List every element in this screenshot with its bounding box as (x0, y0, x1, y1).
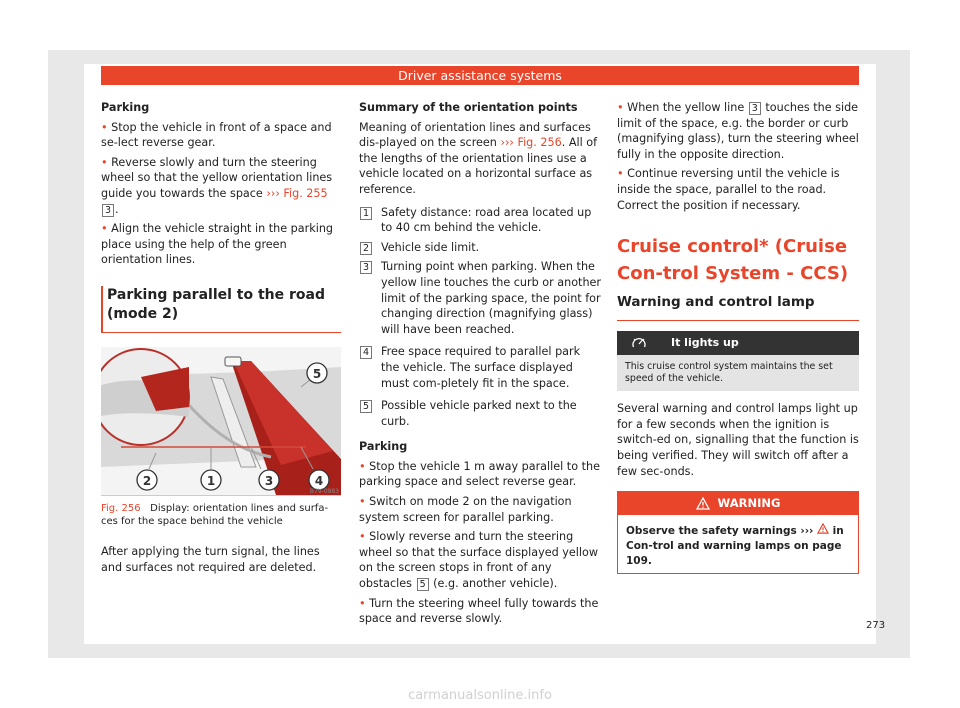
figure-caption: Fig. 256 Display: orientation lines and surfa-ces for the space behind the vehicle (101, 502, 329, 527)
callout-3: 3 (264, 473, 274, 488)
lamp-bar (617, 331, 859, 355)
callout-ref: 3 (102, 204, 114, 217)
figure-code: B7V-0983 (309, 487, 339, 495)
list-item: 5 Possible vehicle parked next to the curb. (359, 398, 601, 429)
callout-4: 4 (314, 473, 324, 488)
bullet: • When the yellow line 3 touches the side limit of the space, e.g. the border or curb (magnifying glass), turn the steering wheel fully in the opposite direction. (617, 101, 859, 161)
summary-intro: Meaning of orientation lines and surfaces dis-played on the screen ››› Fig. 256. All of the lengths of the orientation lines use a vehicle located on a horizontal surface as reference. (359, 120, 598, 196)
column-2 (359, 100, 601, 627)
after-text: After applying the turn signal, the lines and surfaces not required are deleted. (101, 544, 320, 574)
lamp-label: It lights up (671, 336, 739, 350)
section-header: Driver assistance systems (101, 66, 859, 85)
list-item: 4 Free space required to parallel park the vehicle. The surface displayed must com-pletely fit in the space. (359, 344, 601, 391)
warning-text: Observe the safety warnings ››› in Con-trol and warning lamps on page 109. (626, 525, 844, 568)
section-heading: Parking parallel to the road (mode 2) (101, 286, 341, 333)
warning-lamp-heading: Warning and control lamp (617, 293, 859, 321)
bullet-3: • Align the vehicle straight in the parking place using the help of the green orientation lines. (101, 222, 334, 267)
column-3 (617, 100, 859, 574)
bullet: • Stop the vehicle 1 m away parallel to the parking space and select reverse gear. (359, 459, 600, 489)
callout-1: 1 (206, 473, 216, 488)
page-number: 273 (866, 620, 886, 631)
bullet-2: • Reverse slowly and turn the steering wheel so that the yellow orientation lines guide you towards the space ››› Fig. 255 3 . (101, 155, 333, 216)
fig-link[interactable]: ››› Fig. 255 (266, 186, 328, 200)
summary-heading: Summary of the orientation points (359, 101, 578, 114)
parking-camera-illustration (101, 347, 341, 495)
column-1 (101, 100, 341, 575)
warning-box (617, 491, 859, 574)
lamp-description: This cruise control system maintains the set speed of the vehicle. (617, 355, 859, 391)
list-item: 2 Vehicle side limit. (359, 240, 601, 256)
warning-header: WARNING (618, 492, 858, 515)
figure-256 (101, 347, 341, 496)
cruise-control-heading: Cruise control* (Cruise Con-trol System - CCS) (617, 236, 849, 285)
watermark: carmanualsonline.info (408, 688, 552, 703)
callout-5: 5 (312, 366, 322, 381)
bullet: • Continue reversing until the vehicle is inside the space, parallel to the road. Correct the position if necessary. (617, 167, 840, 212)
warning-triangle-icon (696, 497, 710, 510)
list-item: 1 Safety distance: road area located up to 40 cm behind the vehicle. (359, 205, 601, 236)
bullet: • Turn the steering wheel fully towards the space and reverse slowly. (359, 596, 599, 626)
bullet-1: • Stop the vehicle in front of a space and se-lect reverse gear. (101, 120, 332, 150)
lamp-paragraph: Several warning and control lamps light up for a few seconds when the ignition is switch-ed on, signalling that the function is being verified. They will switch off after a few sec-onds. (617, 402, 859, 478)
bullet: • Switch on mode 2 on the navigation system screen for parallel parking. (359, 495, 572, 524)
parking-heading: Parking (101, 101, 150, 114)
list-item: 3 Turning point when parking. When the yellow line touches the curb or another limit of the parking space, the point for changing direction (magnifying glass) will have been reached. (359, 259, 601, 337)
bullet: • Slowly reverse and turn the steering wheel so that the surface displayed yellow on the screen stops in front of any obstacles 5 (e.g. another vehicle). (359, 530, 598, 591)
fig-256-link[interactable]: ››› Fig. 256 (500, 136, 562, 150)
parking-heading-2: Parking (359, 440, 408, 454)
warning-triangle-inline-icon (817, 523, 829, 534)
cruise-control-icon (631, 335, 647, 351)
callout-2: 2 (142, 473, 152, 488)
